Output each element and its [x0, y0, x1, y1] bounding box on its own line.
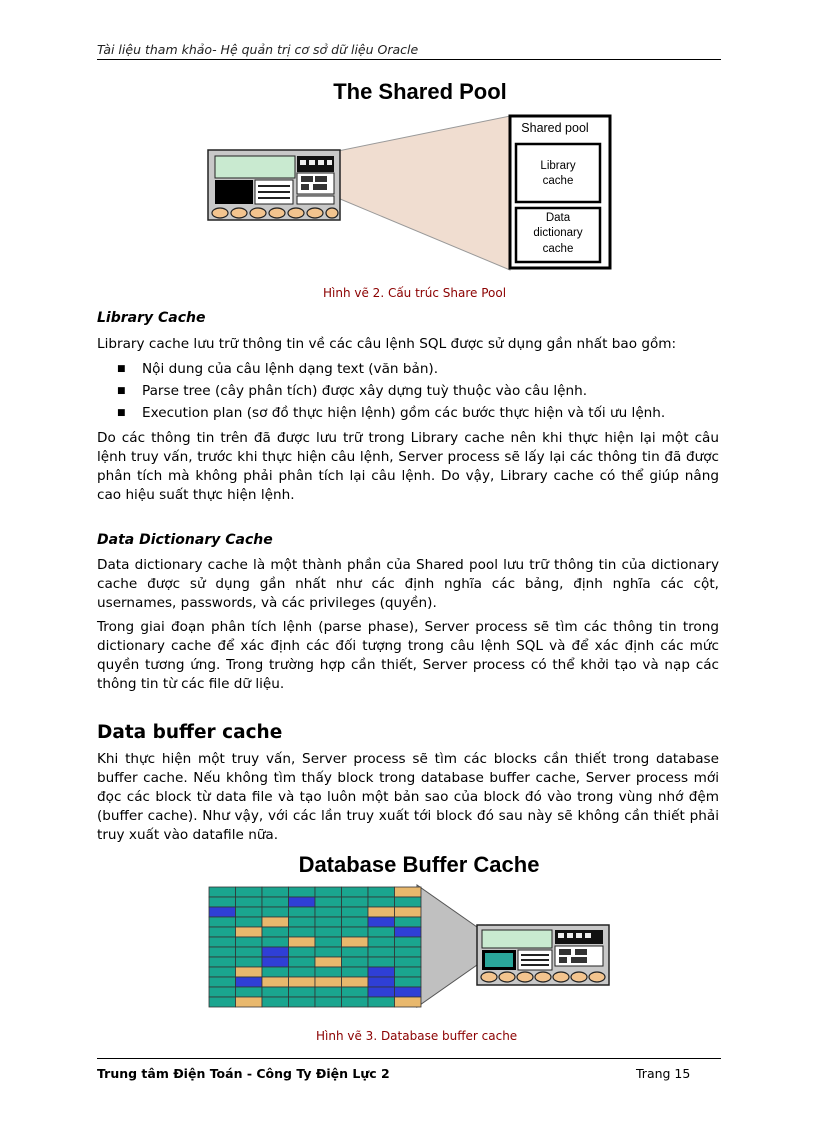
- buffer-block: [315, 987, 342, 997]
- buffer-block: [342, 947, 369, 957]
- buffer-block: [262, 937, 289, 947]
- buffer-block: [289, 937, 316, 947]
- buffer-block: [209, 957, 236, 967]
- buffer-block: [262, 917, 289, 927]
- shared-pool-figure: [205, 72, 615, 280]
- buffer-block: [368, 997, 395, 1007]
- footer-organization: Trung tâm Điện Toán - Công Ty Điện Lực 2: [97, 1066, 390, 1081]
- buffer-block: [209, 977, 236, 987]
- buffer-block: [368, 967, 395, 977]
- footer-rule: [97, 1058, 721, 1059]
- buffer-block: [289, 987, 316, 997]
- figure2-caption: Hình vẽ 3. Database buffer cache: [316, 1029, 518, 1043]
- buffer-block: [236, 897, 263, 907]
- buffer-block: [395, 887, 422, 897]
- buffer-block: [368, 987, 395, 997]
- buffer-block: [289, 927, 316, 937]
- buffer-block: [209, 917, 236, 927]
- buffer-block: [395, 967, 422, 977]
- buffer-block: [236, 927, 263, 937]
- data-dictionary-paragraph-1: Data dictionary cache là một thành phần của Shared pool lưu trữ thông tin của dictionary cache được sử dụng gần nhất như các định nghĩa các bảng, định nghĩa các cột, usernames, passwords, và các privileges (quyền).: [97, 557, 719, 611]
- buffer-block: [395, 927, 422, 937]
- buffer-block: [262, 887, 289, 897]
- bullet-icon: ■: [117, 408, 126, 418]
- buffer-block-grid: [209, 887, 421, 1007]
- bullet-icon: ■: [117, 364, 126, 374]
- buffer-block: [342, 927, 369, 937]
- buffer-block: [315, 917, 342, 927]
- buffer-block: [209, 947, 236, 957]
- dict-cache-line2: dictionary: [533, 227, 583, 239]
- buffer-block: [262, 977, 289, 987]
- buffer-block: [342, 997, 369, 1007]
- buffer-block: [395, 907, 422, 917]
- buffer-block: [209, 887, 236, 897]
- buffer-block: [342, 957, 369, 967]
- library-cache-intro: Library cache lưu trữ thông tin về các câu lệnh SQL được sử dụng gần nhất bao gồm:: [97, 336, 677, 352]
- buffer-block: [395, 897, 422, 907]
- buffer-block: [315, 997, 342, 1007]
- shared-pool-label: Shared pool: [521, 121, 589, 135]
- buffer-block: [289, 907, 316, 917]
- buffer-cache-figure: [205, 847, 617, 1017]
- buffer-block: [342, 967, 369, 977]
- buffer-block: [368, 937, 395, 947]
- buffer-block: [342, 917, 369, 927]
- buffer-block: [236, 907, 263, 917]
- buffer-block: [315, 947, 342, 957]
- buffer-block: [289, 977, 316, 987]
- buffer-block: [368, 957, 395, 967]
- buffer-block: [395, 977, 422, 987]
- buffer-block: [262, 907, 289, 917]
- buffer-block: [236, 997, 263, 1007]
- buffer-block: [342, 977, 369, 987]
- sga-icon: [477, 925, 609, 985]
- buffer-block: [342, 937, 369, 947]
- buffer-block: [289, 887, 316, 897]
- buffer-block: [262, 897, 289, 907]
- buffer-block: [236, 977, 263, 987]
- projection-cone: [417, 885, 477, 1007]
- page-number: Trang 15: [636, 1066, 691, 1081]
- buffer-block: [395, 997, 422, 1007]
- buffer-block: [395, 937, 422, 947]
- library-cache-line1: Library: [540, 160, 576, 172]
- buffer-block: [209, 927, 236, 937]
- buffer-block: [315, 897, 342, 907]
- buffer-block: [315, 887, 342, 897]
- buffer-block: [368, 887, 395, 897]
- dict-cache-line1: Data: [545, 212, 571, 224]
- buffer-block: [262, 967, 289, 977]
- library-cache-heading: Library Cache: [97, 310, 206, 326]
- library-cache-line2: cache: [542, 175, 574, 187]
- buffer-block: [209, 937, 236, 947]
- buffer-block: [209, 897, 236, 907]
- list-item: ■ Parse tree (cây phân tích) được xây dựng tuỳ thuộc vào câu lệnh.: [97, 380, 717, 402]
- buffer-block: [262, 957, 289, 967]
- buffer-block: [236, 947, 263, 957]
- buffer-block: [342, 987, 369, 997]
- buffer-block: [395, 917, 422, 927]
- buffer-block: [236, 917, 263, 927]
- sga-icon: [208, 150, 340, 220]
- buffer-block: [236, 967, 263, 977]
- buffer-block: [315, 907, 342, 917]
- projection-cone: [333, 116, 510, 270]
- buffer-block: [236, 957, 263, 967]
- buffer-cache-paragraph: Khi thực hiện một truy vấn, Server process sẽ tìm các blocks cần thiết trong database buffer cache. Nếu không tìm thấy block trong database buffer cache, Server process mới đọc các block từ data file và tạo luôn một bản sao của block đó vào trong vùng nhớ đệm (buffer cache). Như vậy, với các lần truy xuất tới block đó sau này sẽ không cần thiết phải truy xuất vào datafile nữa.: [97, 751, 719, 843]
- buffer-block: [342, 907, 369, 917]
- buffer-block: [236, 987, 263, 997]
- buffer-block: [342, 887, 369, 897]
- buffer-block: [236, 887, 263, 897]
- buffer-block: [368, 897, 395, 907]
- buffer-block: [262, 997, 289, 1007]
- buffer-block: [209, 997, 236, 1007]
- buffer-block: [368, 947, 395, 957]
- buffer-block: [368, 917, 395, 927]
- data-dictionary-heading: Data Dictionary Cache: [97, 532, 273, 548]
- data-dictionary-paragraph-2: Trong giai đoạn phân tích lệnh (parse phase), Server process sẽ tìm các thông tin trong dictionary cache để xác định các đối tượng trong câu lệnh SQL và để xác định các mức quyền tương ứng. Trong trường hợp cần thiết, Server process có thể khởi tạo và nạp các thông tin từ các file dữ liệu.: [97, 619, 719, 692]
- dict-cache-line3: cache: [542, 243, 574, 255]
- buffer-block: [315, 967, 342, 977]
- buffer-block: [262, 947, 289, 957]
- buffer-block: [289, 947, 316, 957]
- buffer-block: [342, 897, 369, 907]
- buffer-block: [315, 927, 342, 937]
- header-rule: [97, 59, 721, 60]
- buffer-block: [236, 937, 263, 947]
- buffer-block: [209, 967, 236, 977]
- buffer-block: [368, 927, 395, 937]
- buffer-block: [315, 957, 342, 967]
- figure1-caption: Hình vẽ 2. Cấu trúc Share Pool: [323, 286, 507, 300]
- library-cache-paragraph: Do các thông tin trên đã được lưu trữ trong Library cache nên khi thực hiện lại một câu lệnh truy vấn, trước khi thực hiện câu lệnh, Server process sẽ lấy lại các thông tin đã được phân tích mà không phải phân tích lại câu lệnh. Do vậy, Library cache có thể giúp nâng cao hiệu suất thực hiện lệnh.: [97, 430, 719, 503]
- buffer-block: [289, 967, 316, 977]
- list-item: ■ Nội dung của câu lệnh dạng text (văn bản).: [97, 358, 717, 380]
- buffer-block: [395, 947, 422, 957]
- shared-pool-box: [510, 116, 610, 268]
- buffer-block: [289, 997, 316, 1007]
- buffer-block: [262, 927, 289, 937]
- buffer-block: [209, 907, 236, 917]
- buffer-block: [315, 977, 342, 987]
- buffer-block: [262, 987, 289, 997]
- figure2-title: Database Buffer Cache: [298, 852, 540, 877]
- buffer-block: [289, 897, 316, 907]
- list-item: ■ Execution plan (sơ đồ thực hiện lệnh) gồm các bước thực hiện và tối ưu lệnh.: [97, 402, 717, 424]
- library-cache-list: [97, 358, 717, 424]
- buffer-block: [395, 957, 422, 967]
- buffer-block: [209, 987, 236, 997]
- buffer-block: [289, 957, 316, 967]
- buffer-block: [395, 987, 422, 997]
- running-header: Tài liệu tham khảo- Hệ quản trị cơ sở dữ liệu Oracle: [97, 42, 419, 57]
- buffer-block: [368, 907, 395, 917]
- buffer-block: [289, 917, 316, 927]
- buffer-block: [315, 937, 342, 947]
- buffer-block: [368, 977, 395, 987]
- bullet-icon: ■: [117, 386, 126, 396]
- figure1-title: The Shared Pool: [333, 79, 507, 104]
- buffer-cache-heading: Data buffer cache: [97, 722, 283, 743]
